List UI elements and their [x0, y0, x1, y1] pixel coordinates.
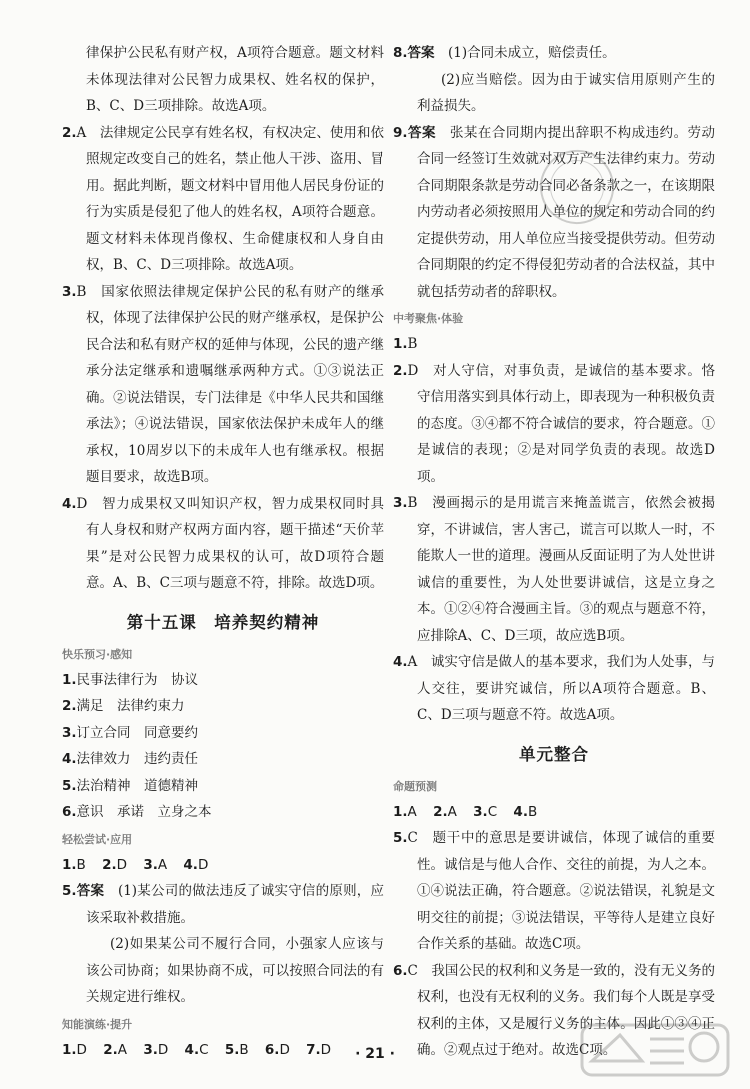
answer-part-2: (2)如果某公司不履行合同，小强家人应该与该公司协商；如果协商不成，可以按照合同法的有关规定进行维权。 — [86, 936, 384, 1005]
question-5 — [62, 878, 384, 931]
answer-item: 2.A — [103, 1041, 128, 1058]
item-number: 3. — [393, 495, 408, 511]
answer-item: 3.C — [473, 803, 498, 820]
answer-part-1: (1)合同未成立，赔偿责任。 — [448, 45, 616, 61]
question-8 — [393, 40, 715, 67]
exam-item — [393, 490, 715, 649]
answer-item: 6.D — [264, 1041, 290, 1058]
answer-item: 5.B — [224, 1041, 249, 1058]
item-number: 1. — [62, 671, 77, 688]
item-number: 3. — [62, 724, 77, 741]
lesson-title: 第十五课 培养契约精神 — [126, 612, 320, 632]
item-text: 满足 法律约束力 — [76, 698, 185, 714]
question-number: 5. — [393, 830, 408, 846]
question-4 — [62, 491, 384, 597]
preview-item — [62, 667, 384, 694]
answer-item: 2.D — [102, 856, 128, 873]
answer-item: 3.D — [143, 1041, 169, 1058]
item-text: 法治精神 道德精神 — [76, 777, 199, 794]
answer-keyword: 答案 — [407, 124, 436, 141]
item-text: A 诚实守信是做人的基本要求，我们为人处事，与人交往，要讲究诚信，所以A项符合题意。B、C、D三项与题意不符。故选A项。 — [407, 654, 715, 723]
preview-item — [62, 799, 384, 826]
try-answers — [62, 852, 384, 879]
item-text: 意识 承诺 立身之本 — [76, 804, 212, 820]
left-continued-text: 律保护公民私有财产权，A项符合题意。题文材料未体现法律对公民智力成果权、姓名权的保护，B、C、D三项排除。故选A项。 — [86, 45, 384, 114]
item-number: 2. — [393, 362, 408, 379]
exam-item — [393, 331, 715, 358]
item-text: D 对人守信，对事负责，是诚信的基本要求。恪守信用落实到具体行动上，即表现为一种积极负责的态度。③④都不符合诚信的要求，符合题意。①是诚信的表现；②是对同学负责的表现。故选D项。 — [407, 362, 715, 485]
page-number: · 21 · — [355, 1046, 395, 1062]
question-3 — [62, 279, 384, 491]
question-2 — [62, 120, 384, 279]
preview-item — [62, 693, 384, 720]
section-heading-preview: 快乐预习·感知 — [62, 647, 133, 661]
answer-item: 1.A — [393, 803, 417, 820]
item-number: 4. — [393, 654, 408, 670]
question-number: 8. — [393, 45, 408, 61]
item-number: 6. — [62, 804, 77, 820]
left-column — [62, 40, 384, 1063]
answer-item: 1.B — [62, 856, 86, 873]
item-text: 民事法律行为 协议 — [76, 671, 199, 688]
question-text: D 智力成果权又叫知识产权，智力成果权同时具有人身权和财产权两方面内容，题干描述“天价苹果”是对公民智力成果权的认可，故D项符合题意。A、B、C三项与题意不符，排除。故选D项。 — [76, 495, 384, 591]
exam-item — [393, 358, 715, 491]
preview-item — [62, 773, 384, 800]
question-text: C 题干中的意思是要讲诚信，体现了诚信的重要性。诚信是与他人合作、交往的前提，为人之本。①④说法正确，符合题意。②说法错误，礼貌是文明交往的前提；③说法错误，平等待人是建立良好合作关系的基础。故选C项。 — [407, 830, 715, 952]
preview-item — [62, 720, 384, 747]
question-number: 4. — [62, 495, 77, 512]
answer-keyword: 答案 — [76, 883, 105, 899]
answer-item: 4.B — [513, 803, 538, 820]
question-text: C 我国公民的权利和义务是一致的，没有无义务的权利，也没有无权利的义务。我们每个人既是享受权利的主体，又是履行义务的主体。因此①③④正确。②观点过于绝对。故选C项。 — [407, 962, 715, 1058]
item-text: 法律效力 违约责任 — [76, 751, 199, 767]
item-text: B 漫画揭示的是用谎言来掩盖谎言，依然会被揭穿，不讲诚信，害人害己，谎言可以欺人一时，不能欺人一世的道理。漫画从反面证明了为人处世讲诚信的重要性，为人处世要讲诚信，这是立身之本。①②④符合漫画主旨。③的观点与题意不符，应排除A、C、D三项，故应选B项。 — [407, 495, 715, 644]
question-text: A 法律规定公民享有姓名权，有权决定、使用和依照规定改变自己的姓名，禁止他人干涉、盗用、冒用。据此判断，题文材料中冒用他人居民身份证的行为实质是侵犯了他人的姓名权，A项符合题意。题文材料未体现肖像权、生命健康权和人身自由权，B、C、D三项排除。故选A项。 — [76, 124, 384, 273]
question-number: 5. — [62, 883, 77, 899]
answer-item: 1.D — [62, 1041, 87, 1058]
question-number: 3. — [62, 283, 77, 300]
item-number: 4. — [62, 751, 77, 767]
item-text: B — [407, 336, 418, 352]
answer-item: 4.C — [184, 1041, 209, 1058]
answer-keyword: 答案 — [407, 45, 435, 61]
question-number: 9. — [393, 124, 408, 141]
item-text: 订立合同 同意要约 — [76, 724, 199, 741]
unit-title: 单元整合 — [519, 744, 589, 764]
question-5-unit — [393, 825, 715, 958]
question-number: 6. — [393, 962, 408, 979]
answer-item: 4.D — [183, 856, 209, 873]
answer-item: 3.A — [143, 856, 168, 873]
prediction-answers — [393, 799, 715, 826]
question-text: 张某在合同期内提出辞职不构成违约。劳动合同一经签订生效就对双方产生法律约束力。劳动合同期限条款是劳动合同必备条款之一，在该期限内劳动者必须按照用人单位的规定和劳动合同的约定提供劳动，用人单位应当接受提供劳动。但劳动合同期限的约定不得侵犯劳动者的合法权益，其中就包括劳动者的辞职权。 — [417, 124, 716, 300]
answer-item: 2.A — [433, 803, 457, 820]
answer-item: 7.D — [306, 1041, 332, 1058]
section-heading-drill: 知能演练·提升 — [62, 1017, 133, 1031]
answer-part-2: (2)应当赔偿。因为由于诚实信用原则产生的利益损失。 — [417, 71, 715, 114]
section-heading-exam: 中考聚焦·体验 — [393, 312, 464, 325]
question-text: B 国家依照法律规定保护公民的私有财产的继承权，体现了法律保护公民的财产继承权，是保护公民合法和私有财产权的延伸与体现，公民的遗产继承分法定继承和遗嘱继承两种方式。①③说法正确。②说法错误，专门法律是《中华人民共和国继承法》；④说法错误，国家依法保护未成年人的继承权，10周岁以下的未成年人也有继承权。根据题目要求，故选B项。 — [76, 283, 384, 485]
section-heading-try: 轻松尝试·应用 — [62, 832, 133, 846]
exam-item — [393, 649, 715, 729]
section-heading-prediction: 命题预测 — [393, 779, 437, 793]
preview-item — [62, 746, 384, 773]
item-number: 5. — [62, 777, 77, 794]
item-number: 2. — [62, 698, 77, 714]
question-number: 2. — [62, 124, 77, 141]
answer-part-1: (1)某公司的做法违反了诚实守信的原则，应该采取补救措施。 — [86, 883, 385, 926]
item-number: 1. — [393, 336, 408, 352]
